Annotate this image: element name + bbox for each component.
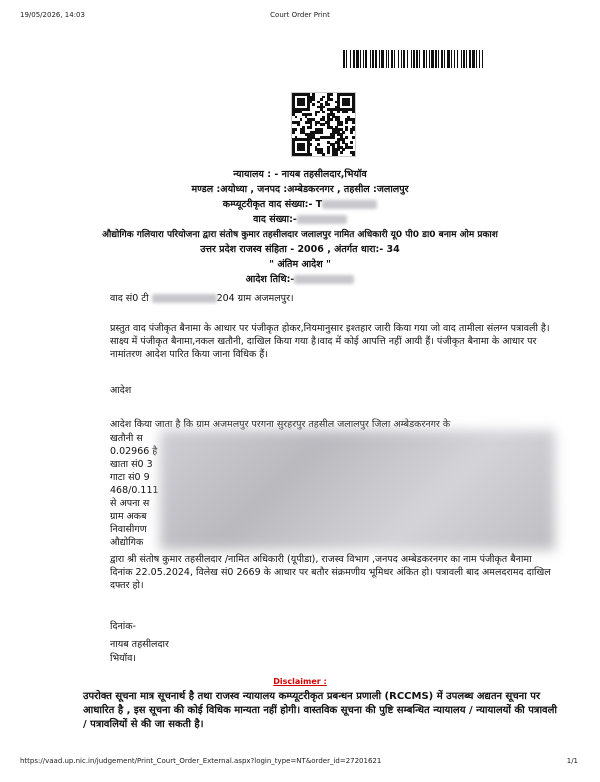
order-heading: आदेश <box>110 385 132 396</box>
redacted-value <box>297 215 347 224</box>
order-fragment: 0.02966 है <box>110 446 158 457</box>
order-fragment: 468/0.111 <box>110 485 159 496</box>
court-division: मण्डल :अयोध्या , जनपद :अम्बेडकरनगर , तहसील :जलालपुर <box>191 184 409 195</box>
computerized-case-no <box>0 197 600 210</box>
case-title: औद्योगिक गलियारा परियोजना द्वारा संतोष कुमार तहसीलदार जलालपुर नामित अधिकारी यू0 पी0 डा0 बनाम ओम प्रकाश <box>102 230 498 240</box>
order-fragment: खाता सं0 3 <box>110 459 153 470</box>
case-reference <box>110 292 555 305</box>
order-type: " अंतिम आदेश " <box>269 259 331 270</box>
disclaimer-text: उपरोक्त सूचना मात्र सूचनार्थ है तथा राजस्व न्यायालय कम्प्यूटरीकृत प्रबन्धन प्रणाली (RCCMS) में उपलब्ध अद्यतन सूचना पर आधारित है , इस सूचना की कोई विधिक मान्यता नहीं होगी। वास्तविक सूचना की पुष्टि सम्बन्धित न्यायालय / न्यायालयों की पत्रावली / पत्रावलियों से की जा सकती है। <box>83 691 557 730</box>
signatory-place: भियॉव। <box>110 653 136 664</box>
redacted-value <box>322 200 377 209</box>
act-section: उत्तर प्रदेश राजस्व संहिता - 2006 , अंतर्गत धारा:- 34 <box>200 244 400 255</box>
case-ref-prefix: वाद सं0 टी <box>110 293 149 304</box>
order-date <box>0 272 600 285</box>
redacted-value <box>152 294 217 303</box>
computerized-case-no-label: कम्प्यूटरीकृत वाद संख्या:- <box>222 199 313 210</box>
page-number: 1/1 <box>566 757 578 765</box>
order-fragment: औद्योगिक <box>110 537 144 548</box>
order-fragment: ग्राम अकब <box>110 511 147 522</box>
order-date-label: आदेश तिथि:- <box>245 274 295 285</box>
redacted-block <box>160 430 555 550</box>
print-datetime: 19/05/2026, 14:03 <box>20 11 85 19</box>
disclaimer-title: Disclaimer : <box>273 677 327 686</box>
order-fragment: खतौनी स <box>110 433 143 444</box>
order-tail: द्वारा श्री संतोष कुमार तहसीलदार /नामित अधिकारी (यूपीडा), राजस्व विभाग ,जनपद अम्बेडकरनगर का नाम पंजीकृत बैनामा दिनांक 22.05.2024, विलेख सं0 2669 के आधार पर बतौर संक्रमणीय भूमिधर अंकित हो। पत्रावली बाद अमलदरामद दाखिल दफ्तर हो। <box>110 554 551 591</box>
print-title: Court Order Print <box>270 11 330 19</box>
order-fragment: से अपना स <box>110 498 150 509</box>
qr-code-image <box>291 92 356 157</box>
computerized-case-no-value: T <box>315 199 323 210</box>
case-no <box>0 212 600 225</box>
order-paragraph-1: प्रस्तुत वाद पंजीकृत बैनामा के आधार पर पंजीकृत होकर,नियमानुसार इश्तहार जारी किया गया जो वाद तामीला संलग्न पत्रावली है। साक्ष्य में पंजीकृत बैनामा,नकल खतौनी, दाखिल किया गया है।वाद में कोई आपत्ति नहीं आयी हैं। पंजीकृत बैनामा के आधार पर नामांतरण आदेश पारित किया जाना विधिक हैं। <box>110 323 550 360</box>
case-ref-suffix: 204 ग्राम अजमलपुर। <box>216 293 294 304</box>
barcode-image <box>343 50 579 68</box>
signatory-title: नायब तहसीलदार <box>110 639 169 650</box>
order-date-line: दिनांक- <box>110 621 136 632</box>
page-url: https://vaad.up.nic.in/judgement/Print_Court_Order_External.aspx?login_type=NT&order_id=27201621 <box>20 757 382 765</box>
order-fragment: निवासीगण <box>110 524 147 535</box>
order-first-line: आदेश किया जाता है कि ग्राम अजमलपुर परगना सुरहरपुर तहसील जलालपुर जिला अम्बेडकरनगर के <box>110 419 451 430</box>
court-name: न्यायालय : - नायब तहसीलदार,भियॉव <box>233 169 367 180</box>
order-fragment: गाटा सं0 9 <box>110 472 150 483</box>
case-no-label: वाद संख्या:- <box>253 214 297 225</box>
redacted-value <box>294 275 354 284</box>
